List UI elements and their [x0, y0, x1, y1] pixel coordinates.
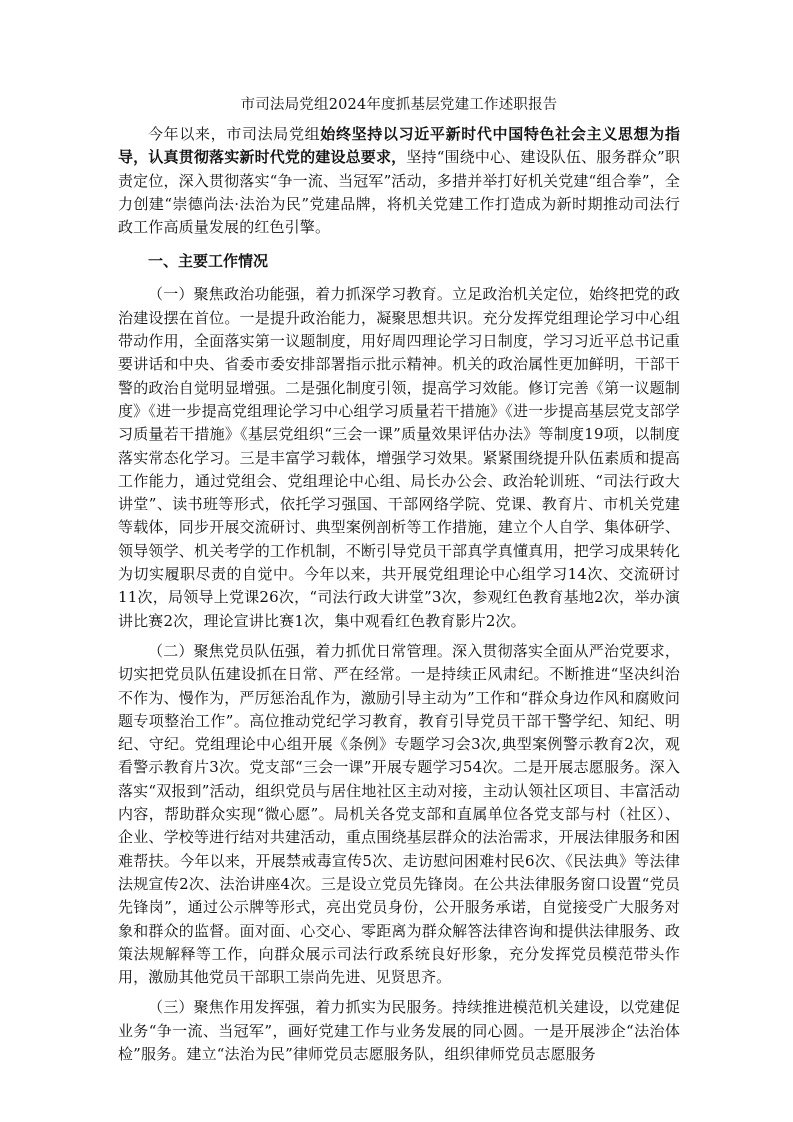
intro-emphasis: 始终坚持以习近平新时代中国特色社会主义思想为指导，认真贯彻落实新时代党的建设总要求，: [118, 125, 680, 167]
intro-lead: 今年以来，市司法局党组: [148, 125, 321, 143]
body-paragraph-1: （一）聚焦政治功能强，着力抓深学习教育。立足政治机关定位，始终把党的政治建设摆在首位。一是提升政治能力，凝聚思想共识。充分发挥党组理论学习中心组带动作用，全面落实第一议题制度，用好周四理论学习日制度，学习习近平总书记重要讲话和中央、省委市委安排部署指示批示精神。机关的政治属性更加鲜明，干部干警的政治自觉明显增强。二是强化制度引领，提高学习效能。修订完善《第一议题制度》《进一步提高党组理论学习中心组学习质量若干措施》《进一步提高基层党支部学习质量若干措施》《基层党组织“三会一课”质量效果评估办法》等制度19项，以制度落实常态化学习。三是丰富学习载体，增强学习效果。紧紧围绕提升队伍素质和提高工作能力，通过党组会、党组理论中心组、局长办公会、政治轮训班、“司法行政大讲堂”、读书班等形式，依托学习强国、干部网络学院、党课、教育片、市机关党建等载体，同步开展交流研讨、典型案例剖析等工作措施，建立个人自学、集体研学、领导领学、机关考学的工作机制，不断引导党员干部真学真懂真用，把学习成果转化为切实履职尽责的自觉中。今年以来，共开展党组理论中心组学习14次、交流研讨11次，局领导上党课26次，“司法行政大讲堂”3次，参观红色教育基地2次，举办演讲比赛2次，理论宣讲比赛1次，集中观看红色教育影片2次。: [118, 285, 680, 630]
intro-paragraph: [118, 123, 680, 239]
section-heading: 一、主要工作情况: [148, 252, 269, 271]
body-paragraph-3: （三）聚焦作用发挥强，着力抓实为民服务。持续推进模范机关建设，以党建促业务“争一流、当冠军”，画好党建工作与业务发展的同心圆。一是开展涉企“法治体检”服务。建立“法治为民”律师党员志愿服务队，组织律师党员志愿服务: [118, 998, 680, 1063]
document-title: 市司法局党组2024年度抓基层党建工作述职报告: [240, 97, 558, 113]
body-paragraph-2: （二）聚焦党员队伍强，着力抓优日常管理。深入贯彻落实全面从严治党要求，切实把党员队伍建设抓在日常、严在经常。一是持续正风肃纪。不断推进“坚决纠治不作为、慢作为，严厉惩治乱作为，激励引导主动为”工作和“群众身边作风和腐败问题专项整治工作”。高位推动党纪学习教育，教育引导党员干部干警学纪、知纪、明纪、守纪。党组理论中心组开展《条例》专题学习会3次,典型案例警示教育2次，观看警示教育片3次。党支部“三会一课”开展专题学习54次。二是开展志愿服务。深入落实“双报到”活动，组织党员与居住地社区主动对接，主动认领社区项目、丰富活动内容，帮助群众实现“微心愿”。局机关各党支部和直属单位各党支部与村（社区）、企业、学校等进行结对共建活动，重点围绕基层群众的法治需求，开展法律服务和困难帮扶。今年以来，开展禁戒毒宣传5次、走访慰问困难村民6次、《民法典》等法律法规宣传2次、法治讲座4次。三是设立党员先锋岗。在公共法律服务窗口设置“党员先锋岗”，通过公示牌等形式，亮出党员身份，公开服务承诺，自觉接受广大服务对象和群众的监督。面对面、心交心、零距离为群众解答法律咨询和提供法律服务、政策法规解释等工作，向群众展示司法行政系统良好形象，充分发挥党员模范带头作用，激励其他党员干部职工崇尚先进、见贤思齐。: [118, 641, 680, 987]
intro-rest: 坚持“围绕中心、建设队伍、服务群众”职责定位，深入贯彻落实“争一流、当冠军”活动，多措并举打好机关党建“组合拳”，全力创建“崇德尚法·法治为民”党建品牌，将机关党建工作打造成为新时期推动司法行政工作高质量发展的红色引擎。: [118, 148, 680, 237]
